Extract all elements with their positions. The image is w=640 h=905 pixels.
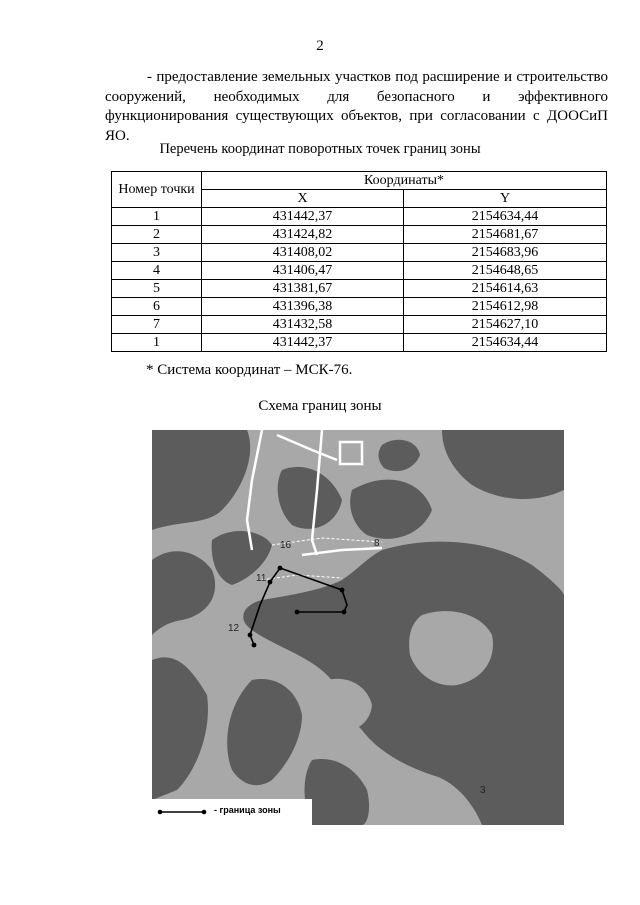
cell-y: 2154612,98 [404, 298, 607, 316]
cell-x: 431424,82 [202, 226, 404, 244]
cell-y: 2154634,44 [404, 334, 607, 352]
table-row [112, 334, 607, 352]
cell-point-number: 2 [112, 226, 202, 244]
cell-y: 2154681,67 [404, 226, 607, 244]
cell-x: 431408,02 [202, 244, 404, 262]
cell-point-number: 1 [112, 208, 202, 226]
map-label-3: 3 [480, 785, 486, 796]
table-row [112, 298, 607, 316]
cell-y: 2154634,44 [404, 208, 607, 226]
map-title: Схема границ зоны [258, 398, 382, 414]
cell-point-number: 3 [112, 244, 202, 262]
cell-x: 431432,58 [202, 316, 404, 334]
cell-x: 431442,37 [202, 208, 404, 226]
legend-line-symbol [152, 799, 212, 825]
table-row [112, 226, 607, 244]
header-x: X [202, 190, 404, 208]
cell-x: 431396,38 [202, 298, 404, 316]
map-label-8: 8 [374, 538, 380, 549]
table-row [112, 208, 607, 226]
map-label-16: 16 [280, 540, 292, 551]
cell-x: 431381,67 [202, 280, 404, 298]
cell-y: 2154627,10 [404, 316, 607, 334]
header-point-number: Номер точки [112, 172, 202, 208]
map-image [152, 430, 564, 825]
cell-point-number: 5 [112, 280, 202, 298]
cell-point-number: 4 [112, 262, 202, 280]
cell-point-number: 1 [112, 334, 202, 352]
header-coordinates: Координаты* [202, 172, 607, 190]
table-title: Перечень координат поворотных точек границ зоны [159, 141, 481, 157]
table-row [112, 262, 607, 280]
body-paragraph: - предоставление земельных участков под расширение и строительство сооружений, необходимых для безопасного и эффективного функционирования существующих объектов, при согласовании с ДООСиП ЯО. [105, 69, 608, 144]
table-body [112, 208, 607, 352]
map-label-11: 11 [256, 573, 267, 584]
cell-y: 2154683,96 [404, 244, 607, 262]
zone-map [152, 430, 564, 825]
cell-x: 431442,37 [202, 334, 404, 352]
cell-y: 2154614,63 [404, 280, 607, 298]
table-row [112, 244, 607, 262]
cell-point-number: 6 [112, 298, 202, 316]
table-row [112, 316, 607, 334]
cell-y: 2154648,65 [404, 262, 607, 280]
coordinates-table [111, 171, 607, 352]
footnote: * Система координат – МСК-76. [146, 362, 353, 378]
cell-x: 431406,47 [202, 262, 404, 280]
page-number: 2 [316, 38, 324, 54]
map-label-12: 12 [228, 623, 240, 634]
legend-label: - граница зоны [214, 805, 281, 815]
cell-point-number: 7 [112, 316, 202, 334]
table-row [112, 280, 607, 298]
map-legend [152, 799, 312, 825]
header-y: Y [404, 190, 607, 208]
